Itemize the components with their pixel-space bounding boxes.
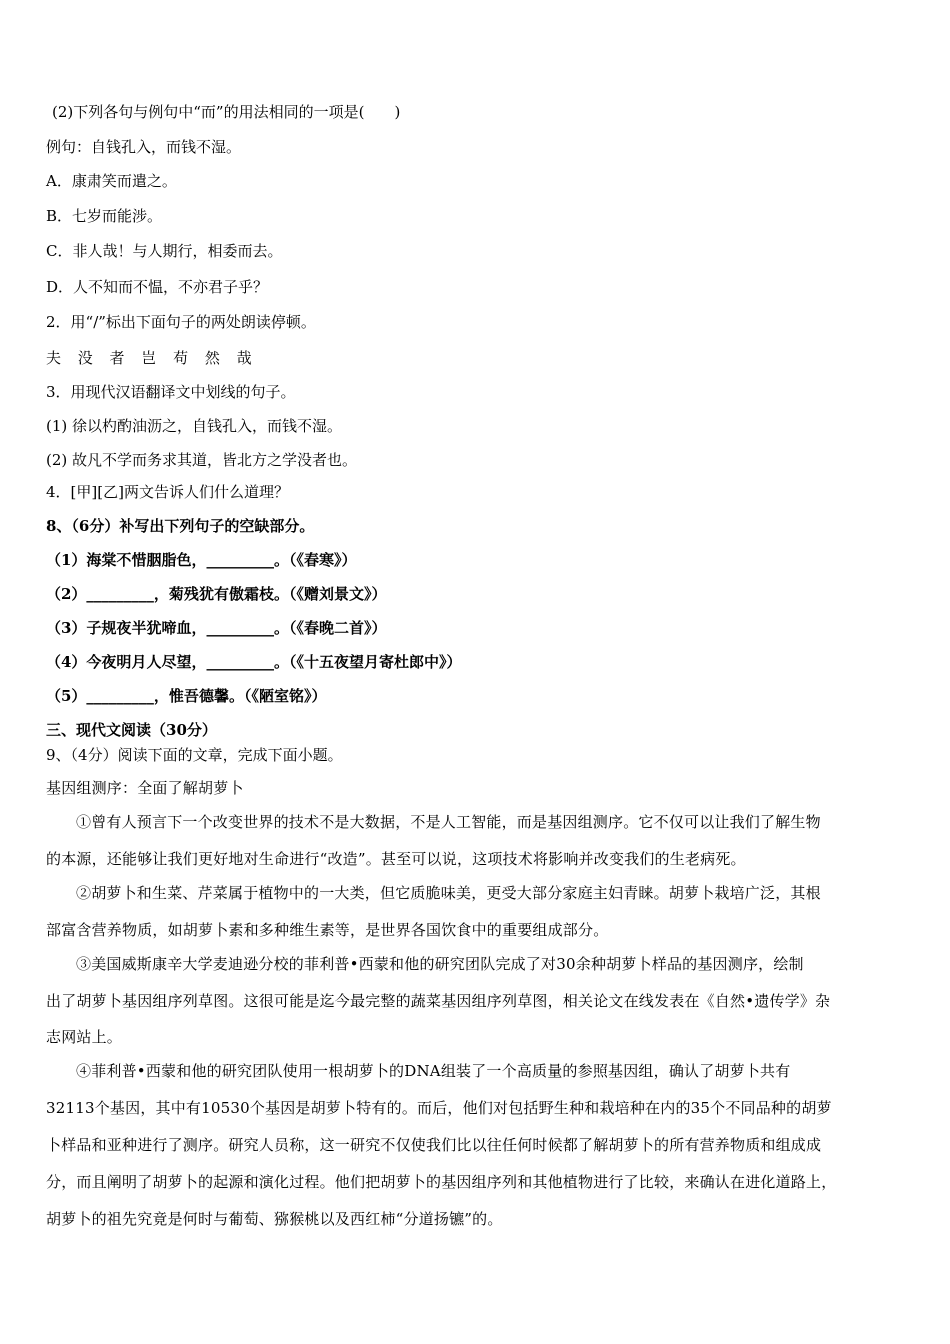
q7-sub2-option-b: B．七岁而能涉。 bbox=[46, 207, 163, 225]
q8-item-1: （1）海棠不惜胭脂色，_________。（《春寒》） bbox=[46, 551, 357, 569]
article-para1-line2: 的本源，还能够让我们更好地对生命进行“改造”。甚至可以说，这项技术将影响并改变我们的生老病死。 bbox=[46, 850, 746, 868]
article-para3-line2: 出了胡萝卜基因组序列草图。这很可能是迄今最完整的蔬菜基因组序列草图，相关论文在线发表在《自然•遗传学》杂 bbox=[46, 992, 831, 1010]
article-para3-line1: ③美国威斯康辛大学麦迪逊分校的菲利普•西蒙和他的研究团队完成了对30余种胡萝卜样品的基因测序，绘制 bbox=[76, 955, 804, 973]
q3-prompt: 3．用现代汉语翻译文中划线的句子。 bbox=[46, 383, 296, 401]
article-para4-line5: 胡萝卜的祖先究竟是何时与葡萄、猕猴桃以及西红柿“分道扬镳”的。 bbox=[46, 1210, 503, 1228]
article-para4-line2: 32113个基因，其中有10530个基因是胡萝卜特有的。而后，他们对包括野生种和栽培种在内的35个不同品种的胡萝 bbox=[46, 1099, 832, 1117]
q7-sub2-option-d: D．人不知而不愠，不亦君子乎？ bbox=[46, 278, 269, 296]
q7-sub2-example: 例句：自钱孔入，而钱不湿。 bbox=[46, 138, 242, 156]
q9-prompt: 9、（4分）阅读下面的文章，完成下面小题。 bbox=[46, 746, 343, 764]
q3-item-1: (1) 徐以杓酌油沥之，自钱孔入，而钱不湿。 bbox=[46, 417, 343, 435]
article-para2-line2: 部富含营养物质，如胡萝卜素和多种维生素等，是世界各国饮食中的重要组成部分。 bbox=[46, 921, 609, 939]
article-para4-line3: 卜样品和亚种进行了测序。研究人员称，这一研究不仅使我们比以往任何时候都了解胡萝卜的所有营养物质和组成成 bbox=[46, 1136, 822, 1154]
q8-item-3: （3）子规夜半犹啼血，_________。（《春晚二首》） bbox=[46, 619, 387, 637]
q2-sentence: 夫 没 者 岂 苟 然 哉 bbox=[46, 349, 258, 367]
q3-item-2: (2) 故凡不学而务求其道，皆北方之学没者也。 bbox=[46, 451, 358, 469]
q7-sub2-prompt: (2)下列各句与例句中“而”的用法相同的一项是( ) bbox=[52, 103, 401, 121]
section3-heading: 三、现代文阅读（30分） bbox=[46, 721, 217, 739]
q7-sub2-option-a: A．康肃笑而遣之。 bbox=[46, 172, 177, 190]
article-title: 基因组测序：全面了解胡萝卜 bbox=[46, 779, 244, 797]
q8-item-5: （5）_________，惟吾德馨。（《陋室铭》） bbox=[46, 687, 327, 705]
q2-prompt: 2．用“/”标出下面句子的两处朗读停顿。 bbox=[46, 313, 316, 331]
q8-item-4: （4）今夜明月人尽望，_________。（《十五夜望月寄杜郎中》） bbox=[46, 653, 462, 671]
article-para2-line1: ②胡萝卜和生菜、芹菜属于植物中的一大类，但它质脆味美，更受大部分家庭主妇青睐。胡萝卜栽培广泛，其根 bbox=[76, 884, 821, 902]
article-para4-line1: ④菲利普•西蒙和他的研究团队使用一根胡萝卜的DNA组装了一个高质量的参照基因组，确认了胡萝卜共有 bbox=[76, 1062, 791, 1080]
article-para1-line1: ①曾有人预言下一个改变世界的技术不是大数据，不是人工智能，而是基因组测序。它不仅可以让我们了解生物 bbox=[76, 813, 821, 831]
article-para4-line4: 分，而且阐明了胡萝卜的起源和演化过程。他们把胡萝卜的基因组序列和其他植物进行了比较，来确认在进化道路上， bbox=[46, 1173, 837, 1191]
article-para3-line3: 志网站上。 bbox=[46, 1028, 123, 1046]
q7-sub2-option-c: C．非人哉！与人期行，相委而去。 bbox=[46, 242, 283, 260]
q8-item-2: （2）_________，菊残犹有傲霜枝。（《赠刘景文》） bbox=[46, 585, 387, 603]
q8-prompt: 8、（6分）补写出下列句子的空缺部分。 bbox=[46, 517, 315, 535]
q4-prompt: 4．[甲][乙]两文告诉人们什么道理？ bbox=[46, 483, 289, 501]
